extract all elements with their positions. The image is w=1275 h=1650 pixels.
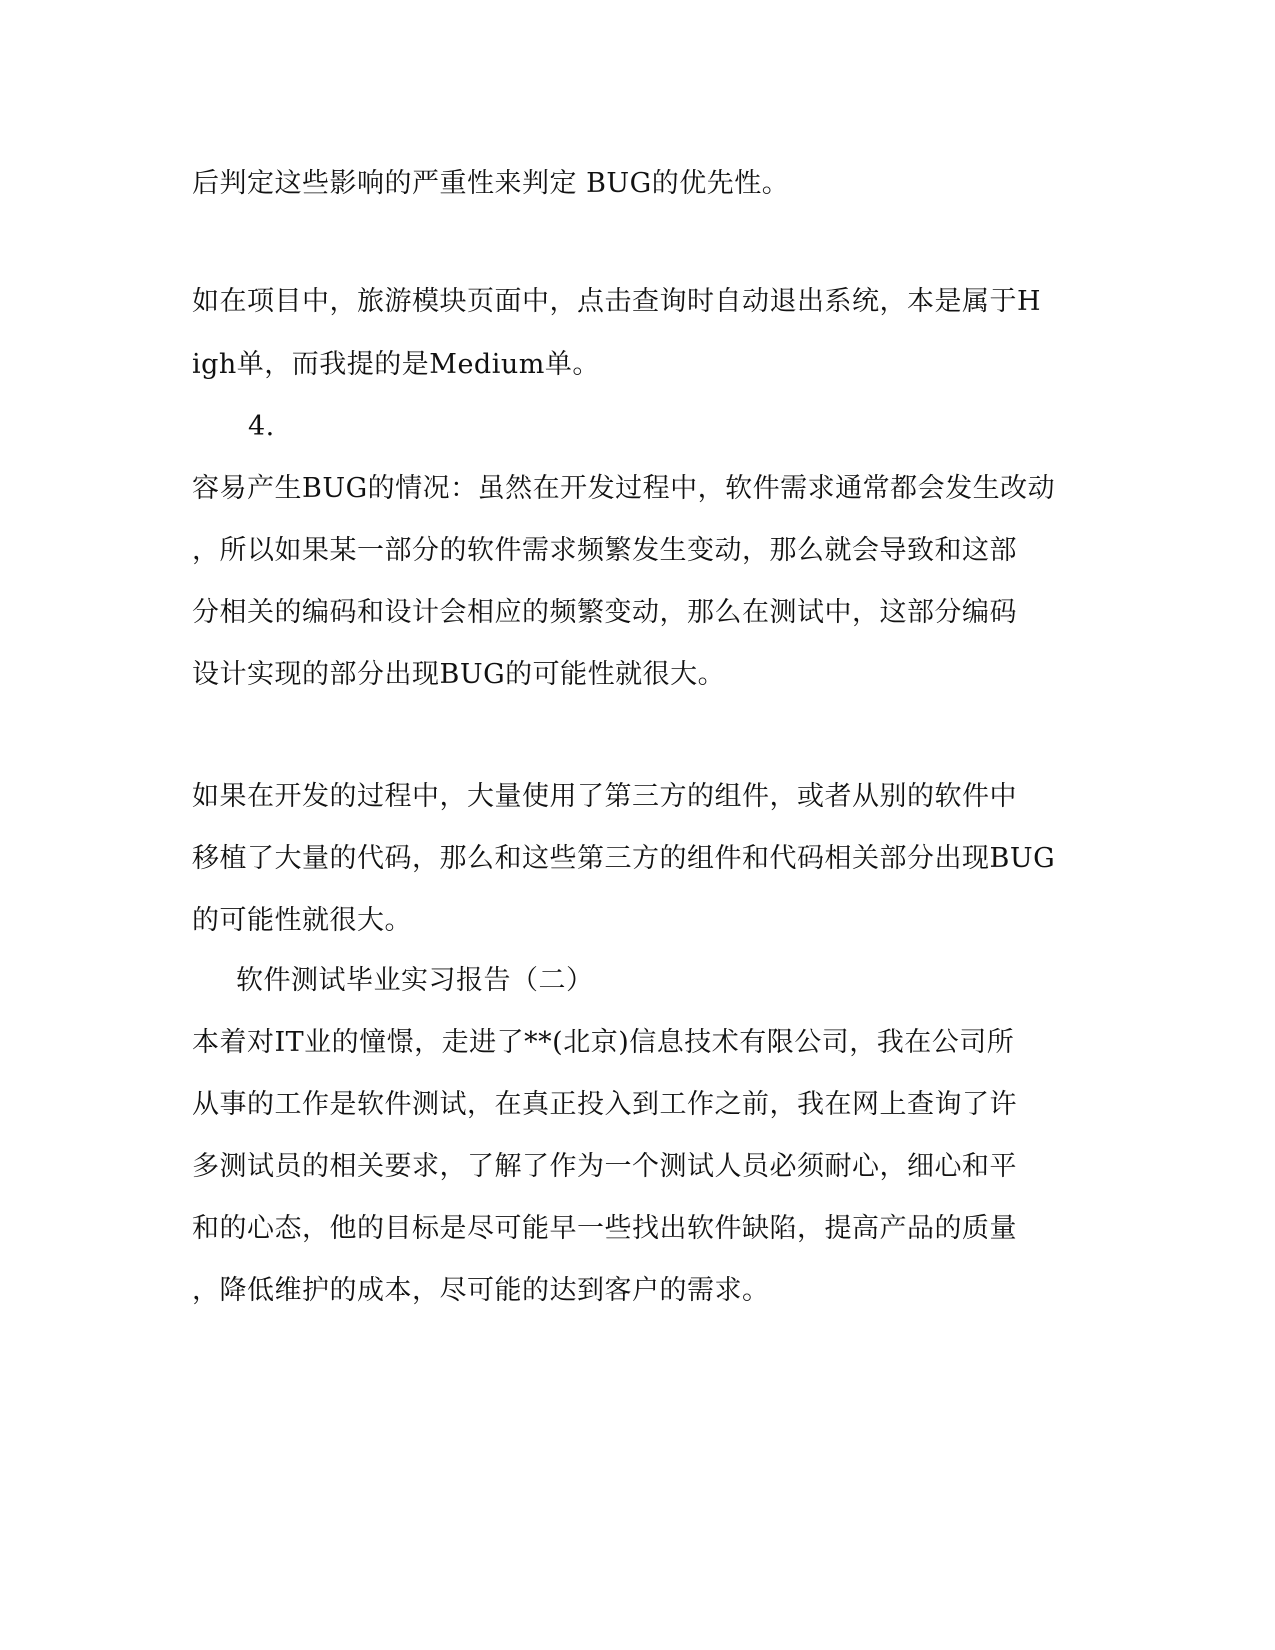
- list-number: 4.: [248, 411, 275, 442]
- paragraph-line: ，所以如果某一部分的软件需求频繁发生变动，那么就会导致和这部: [192, 535, 1017, 566]
- paragraph-line: 后判定这些影响的严重性来判定 BUG的优先性。: [192, 168, 790, 199]
- section-heading: 软件测试毕业实习报告（二）: [236, 965, 594, 996]
- paragraph-line: 和的心态，他的目标是尽可能早一些找出软件缺陷，提高产品的质量: [192, 1213, 1017, 1244]
- paragraph-line: 容易产生BUG的情况：虽然在开发过程中，软件需求通常都会发生改动: [192, 473, 1056, 504]
- paragraph-line: 如果在开发的过程中，大量使用了第三方的组件，或者从别的软件中: [192, 781, 1017, 812]
- paragraph-line: 多测试员的相关要求，了解了作为一个测试人员必须耐心，细心和平: [192, 1151, 1017, 1182]
- paragraph-line: 分相关的编码和设计会相应的频繁变动，那么在测试中，这部分编码: [192, 597, 1017, 628]
- paragraph-line: 从事的工作是软件测试，在真正投入到工作之前，我在网上查询了许: [192, 1089, 1017, 1120]
- paragraph-line: ，降低维护的成本，尽可能的达到客户的需求。: [192, 1275, 770, 1306]
- paragraph-line: 的可能性就很大。: [192, 905, 412, 936]
- paragraph-line: 移植了大量的代码，那么和这些第三方的组件和代码相关部分出现BUG: [192, 843, 1056, 874]
- paragraph-line: 如在项目中，旅游模块页面中，点击查询时自动退出系统，本是属于H: [192, 286, 1042, 317]
- paragraph-line: 设计实现的部分出现BUG的可能性就很大。: [192, 659, 726, 690]
- paragraph-line: 本着对IT业的憧憬，走进了**(北京)信息技术有限公司，我在公司所: [192, 1027, 1015, 1058]
- paragraph-line: igh单，而我提的是Medium单。: [192, 349, 600, 380]
